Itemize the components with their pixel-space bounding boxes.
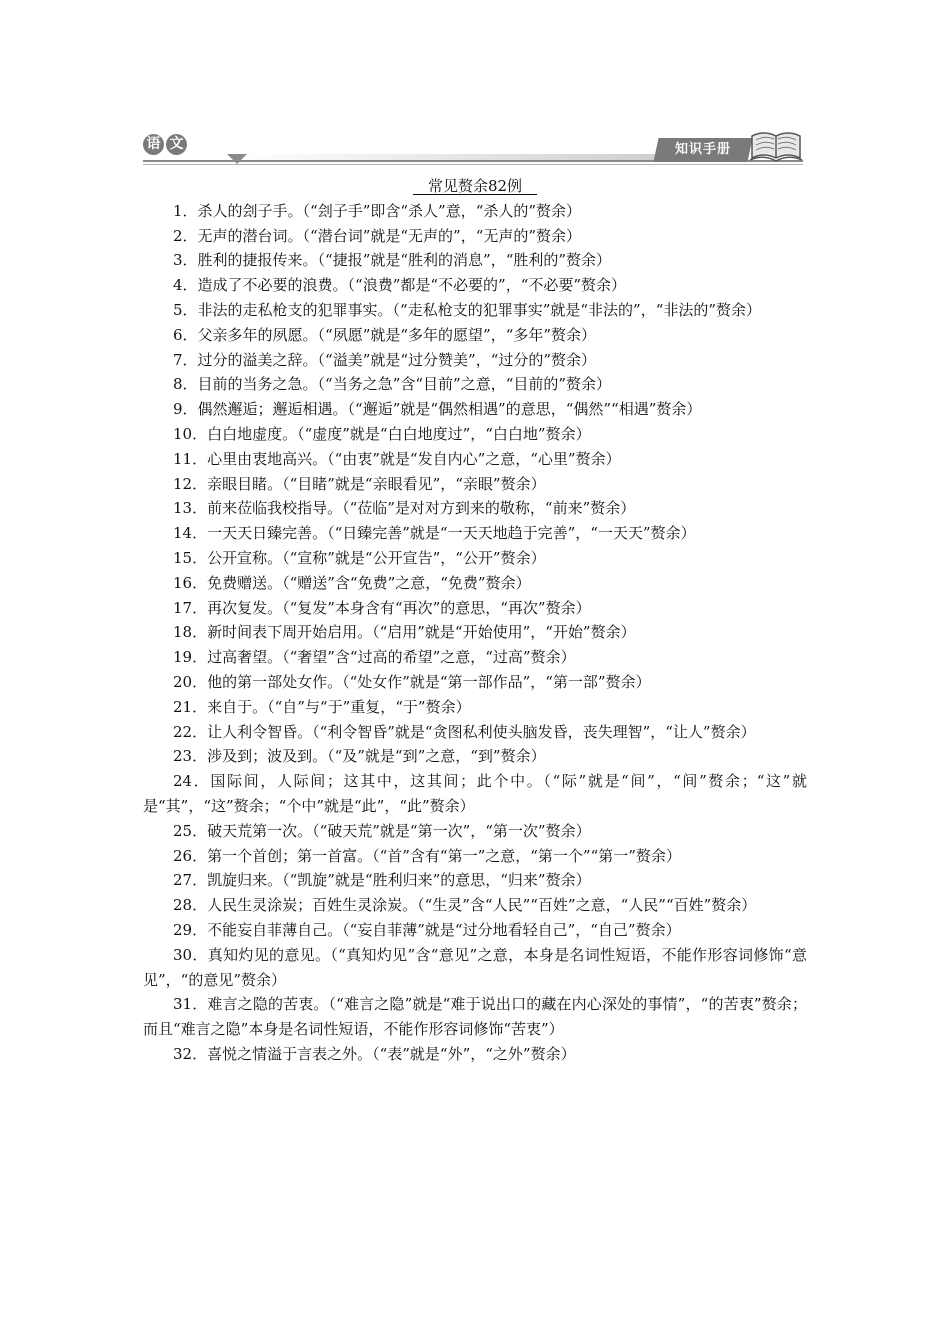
list-item: 10．白白地虚度。（“虚度”就是“白白地度过”，“白白地”赘余） <box>173 424 591 443</box>
list-item: 28．人民生灵涂炭；百姓生灵涂炭。（“生灵”含“人民”“百姓”之意，“人民”“百姓”赘余） <box>173 896 757 915</box>
list-item: 29．不能妄自菲薄自己。（“妄自菲薄”就是“过分地看轻自己”，“自己”赘余） <box>173 920 681 939</box>
list-item: 1．杀人的刽子手。（“刽子手”即含“杀人”意，“杀人的”赘余） <box>173 201 582 220</box>
list-item: 25．破天荒第一次。（“破天荒”就是“第一次”，“第一次”赘余） <box>173 821 591 840</box>
header-divider-thin <box>143 164 803 165</box>
list-item: 22．让人利令智昏。（“利令智昏”就是“贪图私利使头脑发昏，丧失理智”，“让人”赘余） <box>173 722 756 741</box>
list-item: 3．胜利的捷报传来。（“捷报”就是“胜利的消息”，“胜利的”赘余） <box>173 251 612 270</box>
list-item: 30．真知灼见的意见。（“真知灼见”含“意见”之意，本身是名词性短语，不能作形容词修饰“意见”，“的意见”赘余） <box>143 945 807 989</box>
list-item: 5．非法的走私枪支的犯罪事实。（“走私枪支的犯罪事实”就是“非法的”，“非法的”赘余） <box>173 300 762 319</box>
list-item: 4．造成了不必要的浪费。（“浪费”都是“不必要的”，“不必要”赘余） <box>173 276 627 295</box>
list-item: 31．难言之隐的苦衷。（“难言之隐”就是“难于说出口的藏在内心深处的事情”，“的苦衷”赘余；而且“难言之隐”本身是名词性短语，不能作形容词修饰“苦衷”） <box>143 995 807 1039</box>
list-item: 13．前来莅临我校指导。（“莅临”是对对方到来的敬称，“前来”赘余） <box>173 499 636 518</box>
list-item: 27．凯旋归来。（“凯旋”就是“胜利归来”的意思，“归来”赘余） <box>173 871 591 890</box>
list-item: 14．一天天日臻完善。（“日臻完善”就是“一天天地趋于完善”，“一天天”赘余） <box>173 524 696 543</box>
list-item: 12．亲眼目睹。（“目睹”就是“亲眼看见”，“亲眼”赘余） <box>173 474 546 493</box>
list-item: 32．喜悦之情溢于言表之外。（“表”就是“外”，“之外”赘余） <box>173 1044 576 1063</box>
subject-char: 文 <box>166 134 187 155</box>
list-item: 21．来自于。（“自”与“于”重复，“于”赘余） <box>173 697 471 716</box>
subject-char: 语 <box>143 134 164 155</box>
open-book-icon <box>748 124 804 164</box>
document-body <box>143 174 807 1067</box>
list-item: 15．公开宣称。（“宣称”就是“公开宣告”，“公开”赘余） <box>173 548 546 567</box>
list-item: 20．他的第一部处女作。（“处女作”就是“第一部作品”，“第一部”赘余） <box>173 672 651 691</box>
list-item: 8．目前的当务之急。（“当务之急”含“目前”之意，“目前的”赘余） <box>173 375 612 394</box>
list-item: 23．涉及到；波及到。（“及”就是“到”之意，“到”赘余） <box>173 747 546 766</box>
manual-badge: 知识手册 <box>653 138 752 162</box>
document-title: 常见赘余82例 <box>412 177 538 195</box>
list-item: 19．过高奢望。（“奢望”含“过高的希望”之意，“过高”赘余） <box>173 648 576 667</box>
header-notch <box>227 154 247 164</box>
list-item: 17．再次复发。（“复发”本身含有“再次”的意思，“再次”赘余） <box>173 598 591 617</box>
list-item: 9．偶然邂逅；邂逅相遇。（“邂逅”就是“偶然相遇”的意思，“偶然”“相遇”赘余） <box>173 400 702 419</box>
list-item: 11．心里由衷地高兴。（“由衷”就是“发自内心”之意，“心里”赘余） <box>173 449 621 468</box>
item-list <box>143 199 807 1067</box>
list-item: 2．无声的潜台词。（“潜台词”就是“无声的”，“无声的”赘余） <box>173 226 582 245</box>
page-header <box>143 124 803 172</box>
list-item: 18．新时间表下周开始启用。（“启用”就是“开始使用”，“开始”赘余） <box>173 623 636 642</box>
subject-badge <box>143 134 189 158</box>
list-item: 24．国际间，人际间；这其中，这其间；此个中。（“际”就是“间”，“间”赘余；“这”就是“其”，“这”赘余；“个中”就是“此”，“此”赘余） <box>143 772 807 815</box>
list-item: 6．父亲多年的夙愿。（“夙愿”就是“多年的愿望”，“多年”赘余） <box>173 325 597 344</box>
list-item: 16．免费赠送。（“赠送”含“免费”之意，“免费”赘余） <box>173 573 531 592</box>
list-item: 7．过分的溢美之辞。（“溢美”就是“过分赞美”，“过分的”赘余） <box>173 350 597 369</box>
list-item: 26．第一个首创；第一首富。（“首”含有“第一”之意，“第一个”“第一”赘余） <box>173 846 681 865</box>
